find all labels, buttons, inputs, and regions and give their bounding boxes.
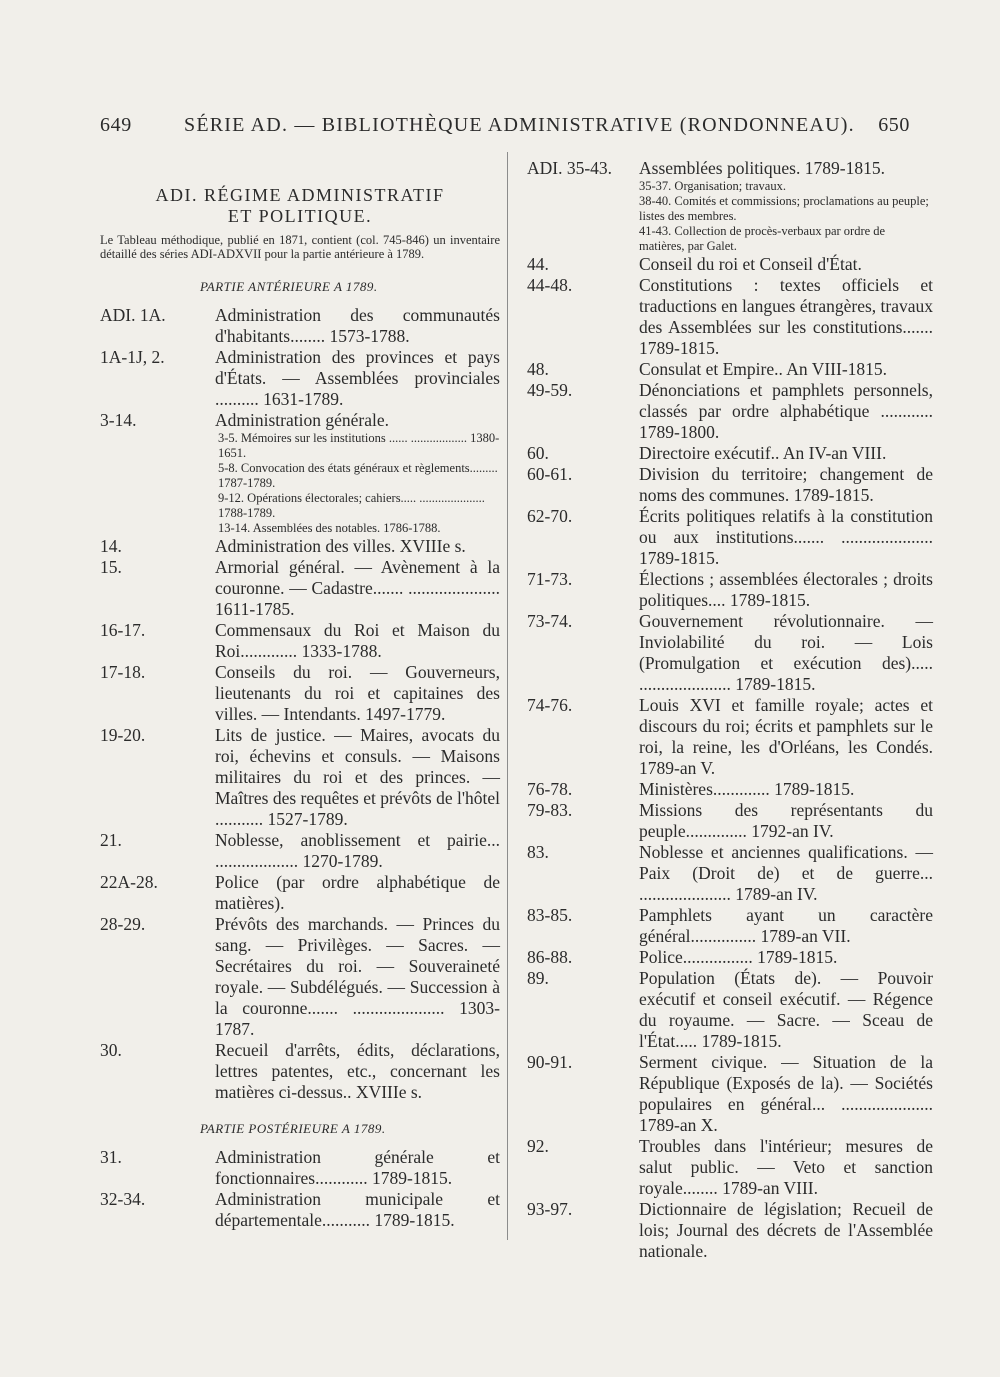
entry-number: 92.: [527, 1136, 549, 1156]
entry-text: Administration des villes. XVIIIe s.: [215, 536, 466, 556]
entry-text: Assemblées politiques. 1789-1815.: [639, 158, 885, 178]
entry-text: Administration des communautés d'habitants........ 1573-1788.: [215, 305, 500, 346]
entry-number: 71-73.: [527, 569, 573, 589]
list-item: [527, 464, 933, 506]
list-item: [100, 1189, 500, 1231]
entry-number: 14.: [100, 536, 122, 556]
list-item: [100, 536, 500, 557]
list-item: [527, 947, 933, 968]
entry-text: Population (États de). — Pouvoir exécutif et conseil exécutif. — Régence du royaume. — Sacre. — Sceau de l'État..... 1789-1815.: [639, 968, 933, 1051]
section-title: ADI. RÉGIME ADMINISTRATIF: [155, 185, 445, 205]
entry-number: 44.: [527, 254, 549, 274]
list-item: [527, 611, 933, 695]
entry-number: 90-91.: [527, 1052, 573, 1072]
entry-number: 83.: [527, 842, 549, 862]
entry-number: 3-14.: [100, 410, 137, 430]
list-item: [527, 695, 933, 779]
list-item: [527, 968, 933, 1052]
entry-text: Écrits politiques relatifs à la constitution ou aux institutions....... ..................... 1789-1815.: [639, 506, 933, 568]
part-title-anterior: PARTIE ANTÉRIEURE A 1789.: [200, 279, 378, 294]
list-item: [100, 410, 500, 431]
entry-text: Division du territoire; changement de noms des communes. 1789-1815.: [639, 464, 933, 505]
list-item: [100, 305, 500, 347]
entry-text: Administration générale et fonctionnaires............ 1789-1815.: [215, 1147, 500, 1188]
subentry: 35-37. Organisation; travaux.: [639, 179, 786, 193]
list-item: [527, 1052, 933, 1136]
entry-text: Noblesse et anciennes qualifications. — Paix (Droit de) et de guerre... ..................... 1789-an IV.: [639, 842, 933, 904]
entry-number: 48.: [527, 359, 549, 379]
subentry: 41-43. Collection de procès-verbaux par ordre de matières, par Galet.: [639, 224, 886, 253]
list-item: [100, 347, 500, 410]
entry-text: Administration des provinces et pays d'États. — Assemblées provinciales .......... 1631-1789.: [215, 347, 500, 409]
entry-number: 76-78.: [527, 779, 573, 799]
list-item: [527, 506, 933, 569]
entry-number: 1A-1J, 2.: [100, 347, 165, 367]
entry-number: 83-85.: [527, 905, 573, 925]
entry-text: Élections ; assemblées électorales ; droits politiques.... 1789-1815.: [639, 569, 933, 610]
entry-number: 62-70.: [527, 506, 573, 526]
entry-text: Noblesse, anoblissement et pairie... ................... 1270-1789.: [215, 830, 500, 871]
entry-number: 60-61.: [527, 464, 573, 484]
subentry: 3-5. Mémoires sur les institutions ...... .................. 1380-1651.: [218, 431, 500, 460]
entry-number: 15.: [100, 557, 122, 577]
entry-text: Administration municipale et départementale........... 1789-1815.: [215, 1189, 500, 1230]
entry-assemblees: [527, 158, 933, 179]
entry-number: 17-18.: [100, 662, 146, 682]
entries-anterior-2: [100, 536, 500, 1103]
entry-text: Conseil du roi et Conseil d'État.: [639, 254, 862, 274]
list-item: [100, 830, 500, 872]
list-item: [527, 800, 933, 842]
list-item: [527, 443, 933, 464]
list-item: [100, 1040, 500, 1103]
running-title: SÉRIE AD. — BIBLIOTHÈQUE ADMINISTRATIVE (RONDONNEAU).: [184, 114, 855, 136]
running-head: [100, 114, 910, 142]
list-item: [527, 842, 933, 905]
entry-text: Recueil d'arrêts, édits, déclarations, lettres patentes, etc., concernant les matières ci-dessus.. XVIIIe s.: [215, 1040, 500, 1102]
subentry: 9-12. Opérations électorales; cahiers..... ..................... 1788-1789.: [218, 491, 485, 520]
entry-text: Constitutions : textes officiels et traductions en langues étrangères, travaux des Assemblées sur les constitutions....... 1789-1815.: [639, 275, 933, 358]
entry-number: 74-76.: [527, 695, 573, 715]
list-item: [527, 275, 933, 359]
entry-text: Troubles dans l'intérieur; mesures de salut public. — Veto et sanction royale........ 1789-an VIII.: [639, 1136, 933, 1198]
entry-text: Conseils du roi. — Gouverneurs, lieutenants du roi et capitaines des villes. — Intendants. 1497-1779.: [215, 662, 500, 724]
entry-number: 30.: [100, 1040, 122, 1060]
intro-paragraph: Le Tableau méthodique, publié en 1871, contient (col. 745-846) un inventaire détaillé des séries ADI-ADXVII pour la partie antérieure à 1789.: [100, 233, 500, 261]
entry-text: Armorial général. — Avènement à la couronne. — Cadastre....... ..................... 1611-1785.: [215, 557, 500, 619]
entry-text: Commensaux du Roi et Maison du Roi............. 1333-1788.: [215, 620, 500, 661]
entry-text: Ministères............. 1789-1815.: [639, 779, 855, 799]
entry-text: Pamphlets ayant un caractère général............... 1789-an VII.: [639, 905, 933, 946]
entry-number: ADI. 1A.: [100, 305, 166, 325]
part-title-posterior: PARTIE POSTÉRIEURE A 1789.: [200, 1121, 386, 1136]
entry-text: Consulat et Empire.. An VIII-1815.: [639, 359, 888, 379]
list-item: [100, 662, 500, 725]
entry-text: Louis XVI et famille royale; actes et discours du roi; écrits et pamphlets sur le roi, la reine, les d'Orléans, les Condés. 1789-an V.: [639, 695, 933, 778]
entry-number: 89.: [527, 968, 549, 988]
subentry: 13-14. Assemblées des notables. 1786-1788.: [218, 521, 441, 535]
entry-number: 28-29.: [100, 914, 146, 934]
list-item: [100, 725, 500, 830]
subentries-assemblees: [639, 179, 933, 254]
list-item: [527, 158, 933, 179]
entry-text: Gouvernement révolutionnaire. — Inviolabilité du roi. — Lois (Promulgation et exécution des)..... ..................... 1789-1815.: [639, 611, 933, 694]
entry-text: Police................ 1789-1815.: [639, 947, 838, 967]
page-number-left: 649: [100, 114, 132, 136]
column-divider: [507, 152, 508, 1240]
entry-number: 22A-28.: [100, 872, 158, 892]
entry-text: Police (par ordre alphabétique de matières).: [215, 872, 500, 913]
entry-number: 21.: [100, 830, 122, 850]
entries-posterior: [100, 1147, 500, 1231]
entry-number: ADI. 35-43.: [527, 158, 613, 178]
entry-number: 79-83.: [527, 800, 573, 820]
subentries-general: [218, 431, 500, 536]
entry-text: Lits de justice. — Maires, avocats du roi, échevins et consuls. — Maisons militaires du roi et des princes. — Maîtres des requêtes et prévôts de l'hôtel ........... 1527-1789.: [215, 725, 501, 829]
list-item: [527, 254, 933, 275]
list-item: [527, 359, 933, 380]
entry-number: 19-20.: [100, 725, 146, 745]
entry-number: 93-97.: [527, 1199, 573, 1219]
list-item: [527, 905, 933, 947]
entry-number: 16-17.: [100, 620, 146, 640]
page-number-right: 650: [878, 114, 910, 136]
entries-anterior: [100, 305, 500, 431]
list-item: [527, 380, 933, 443]
entry-number: 60.: [527, 443, 549, 463]
list-item: [100, 914, 500, 1040]
list-item: [100, 620, 500, 662]
list-item: [100, 872, 500, 914]
entry-number: 32-34.: [100, 1189, 146, 1209]
entry-text: Dénonciations et pamphlets personnels, classés par ordre alphabétique ............ 1789-1800.: [639, 380, 933, 442]
entry-text: Prévôts des marchands. — Princes du sang. — Privilèges. — Sacres. — Secrétaires du roi. — Souveraineté royale. — Subdélégués. — Succession à la couronne....... ..................... 1303-1787.: [215, 914, 500, 1039]
left-column: [100, 185, 500, 1231]
list-item: [527, 1199, 933, 1262]
list-item: [527, 779, 933, 800]
entry-text: Serment civique. — Situation de la République (Exposés de la). — Sociétés populaires en général... ..................... 1789-an X.: [639, 1052, 933, 1135]
entries-right: [527, 254, 933, 1262]
entry-text: Administration générale.: [215, 410, 389, 430]
list-item: [527, 569, 933, 611]
entry-number: 31.: [100, 1147, 122, 1167]
entry-text: Directoire exécutif.. An IV-an VIII.: [639, 443, 887, 463]
section-title-line2: ET POLITIQUE.: [227, 206, 373, 226]
entry-text: Dictionnaire de législation; Recueil de lois; Journal des décrets de l'Assemblée nationale.: [639, 1199, 933, 1261]
entry-number: 86-88.: [527, 947, 573, 967]
list-item: [100, 1147, 500, 1189]
right-column: [527, 158, 933, 1262]
subentry: 38-40. Comités et commissions; proclamations au peuple; listes des membres.: [639, 194, 929, 223]
entry-text: Missions des représentants du peuple.............. 1792-an IV.: [639, 800, 933, 841]
subentry: 5-8. Convocation des états généraux et règlements......... 1787-1789.: [218, 461, 498, 490]
entry-number: 44-48.: [527, 275, 573, 295]
entry-number: 49-59.: [527, 380, 573, 400]
entry-number: 73-74.: [527, 611, 573, 631]
list-item: [527, 1136, 933, 1199]
list-item: [100, 557, 500, 620]
